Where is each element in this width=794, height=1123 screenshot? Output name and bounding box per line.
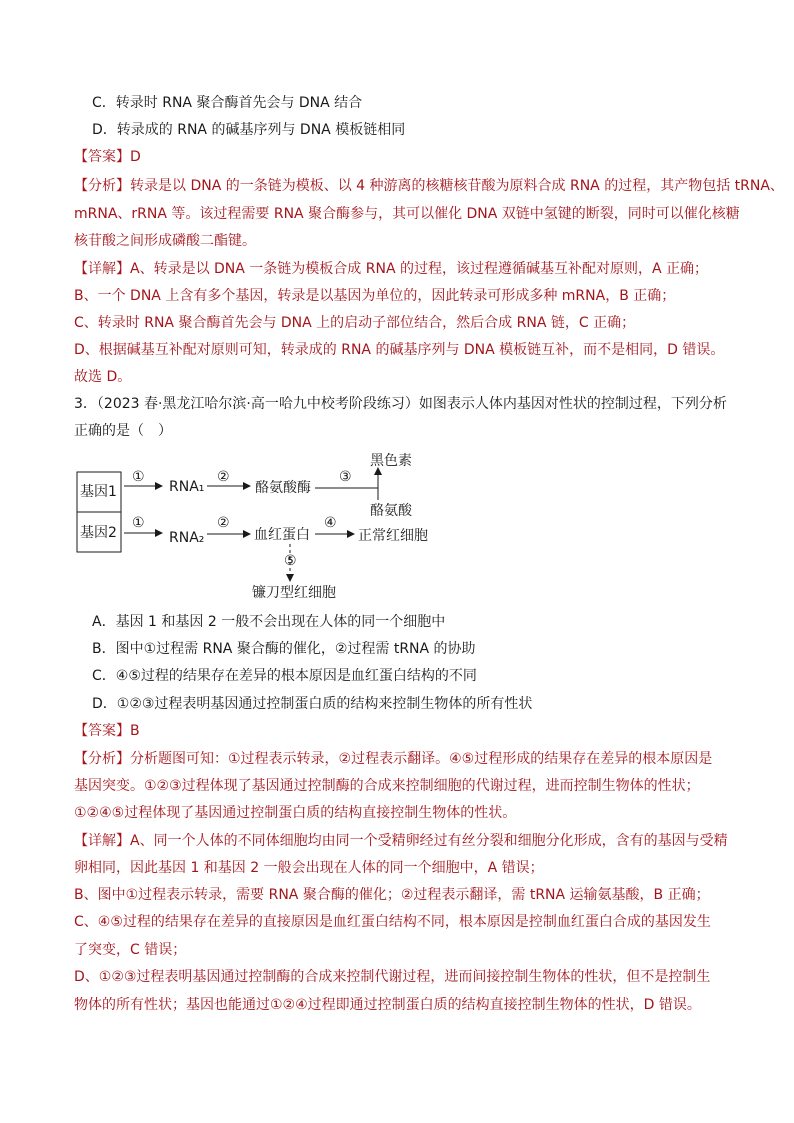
option-c: C．转录时 RNA 聚合酶首先会与 DNA 结合 — [92, 95, 363, 111]
hemoglobin-label: 血红蛋白 — [254, 527, 310, 543]
detail-tag: 【详解】 — [74, 261, 130, 277]
step4-label: ④ — [324, 515, 337, 531]
analysis-line-2: mRNA、rRNA 等。该过程需要 RNA 聚合酶参与，其可以催化 DNA 双链中氢键的断裂，同时可以催化核糖 — [74, 206, 740, 222]
rna2-label: RNA₂ — [169, 530, 205, 546]
option-d: D．转录成的 RNA 的碱基序列与 DNA 模板链相同 — [92, 122, 406, 138]
sickle-rbc-label: 镰刀型红细胞 — [252, 585, 336, 601]
q3-detail-line-5: 了突变，C 错误； — [74, 942, 187, 958]
answer-value: D — [130, 149, 141, 165]
step1a-label: ① — [132, 469, 145, 485]
question-stem-2: 正确的是（ ） — [74, 423, 172, 439]
detail-text-1: A、转录是以 DNA 一条链为模板合成 RNA 的过程，该过程遵循碱基互补配对原则，A 正确； — [130, 261, 709, 277]
step3-label: ③ — [339, 469, 352, 485]
analysis-tag: 【分析】 — [74, 178, 130, 194]
answer-line — [74, 147, 141, 167]
detail-line-2: B、一个 DNA 上含有多个基因，转录是以基因为单位的，因此转录可形成多种 mRNA，B 正确； — [74, 288, 676, 304]
q3-option-d: D．①②③过程表明基因通过控制蛋白质的结构来控制生物体的所有性状 — [92, 696, 533, 712]
q3-option-b: B．图中①过程需 RNA 聚合酶的催化，②过程需 tRNA 的协助 — [92, 641, 476, 657]
q3-analysis-text-1: 分析题图可知：①过程表示转录，②过程表示翻译。④⑤过程形成的结果存在差异的根本原因是 — [130, 751, 713, 767]
q3-analysis-tag: 【分析】 — [74, 751, 130, 767]
question-stem-1: 3．（2023 春·黑龙江哈尔滨·高一哈九中校考阶段练习）如图表示人体内基因对性状的控制过程，下列分析 — [74, 396, 727, 412]
enzyme-label: 酪氨酸酶 — [255, 480, 311, 496]
q3-detail-text-1: A、同一个人体的不同体细胞均由同一个受精卵经过有丝分裂和细胞分化形成，含有的基因与受精 — [130, 833, 728, 849]
step5-label: ⑤ — [284, 553, 297, 569]
step2a-label: ② — [217, 469, 230, 485]
q3-option-c: C．④⑤过程的结果存在差异的根本原因是血红蛋白结构的不同 — [92, 668, 477, 684]
analysis-text-1: 转录是以 DNA 的一条链为模板、以 4 种游离的核糖核苷酸为原料合成 RNA 的过程，其产物包括 tRNA、 — [130, 178, 784, 194]
answer-tag: 【答案】 — [74, 149, 130, 165]
detail-line-5: 故选 D。 — [74, 369, 132, 385]
rna1-label: RNA₁ — [169, 479, 205, 495]
q3-detail-line-1 — [74, 831, 728, 851]
q3-answer-line — [74, 721, 140, 741]
q3-detail-tag: 【详解】 — [74, 833, 130, 849]
q3-detail-line-6: D、①②③过程表明基因通过控制酶的合成来控制代谢过程，进而间接控制生物体的性状，但不是控制生 — [74, 969, 711, 985]
q3-analysis-line-2: 基因突变。①②③过程体现了基因通过控制酶的合成来控制细胞的代谢过程，进而控制生物体的性状； — [74, 778, 700, 794]
detail-line-3: C、转录时 RNA 聚合酶首先会与 DNA 上的启动子部位结合，然后合成 RNA 链，C 正确； — [74, 315, 636, 331]
gene2-label: 基因2 — [80, 525, 117, 541]
step2b-label: ② — [217, 515, 230, 531]
melanin-label: 黑色素 — [370, 453, 412, 469]
step1b-label: ① — [132, 515, 145, 531]
detail-line-4: D、根据碱基互补配对原则可知，转录成的 RNA 的碱基序列与 DNA 模板链互补，而不是相同，D 错误。 — [74, 342, 725, 358]
gene-control-diagram — [72, 446, 452, 606]
q3-detail-line-2: 卵相同，因此基因 1 和基因 2 一般会出现在人体的同一个细胞中，A 错误； — [74, 860, 544, 876]
q3-detail-line-7: 物体的所有性状；基因也能通过①②④过程即通过控制蛋白质的结构直接控制生物体的性状，D 错误。 — [74, 997, 701, 1013]
detail-line-1 — [74, 259, 708, 279]
q3-option-a: A．基因 1 和基因 2 一般不会出现在人体的同一个细胞中 — [92, 614, 446, 630]
q3-answer-value: B — [130, 723, 140, 739]
q3-analysis-line-1 — [74, 749, 712, 769]
normal-rbc-label: 正常红细胞 — [358, 528, 428, 544]
q3-analysis-line-3: ①②④⑤过程体现了基因通过控制蛋白质的结构直接控制生物体的性状。 — [74, 805, 517, 821]
analysis-line-3: 核苷酸之间形成磷酸二酯键。 — [74, 233, 256, 249]
analysis-line-1 — [74, 176, 784, 196]
gene1-label: 基因1 — [80, 484, 117, 500]
tyrosine-label: 酪氨酸 — [370, 503, 412, 519]
q3-answer-tag: 【答案】 — [74, 723, 130, 739]
q3-detail-line-3: B、图中①过程表示转录，需要 RNA 聚合酶的催化；②过程表示翻译，需 tRNA 运输氨基酸，B 正确； — [74, 887, 710, 903]
q3-detail-line-4: C、④⑤过程的结果存在差异的直接原因是血红蛋白结构不同，根本原因是控制血红蛋白合成的基因发生 — [74, 914, 711, 930]
